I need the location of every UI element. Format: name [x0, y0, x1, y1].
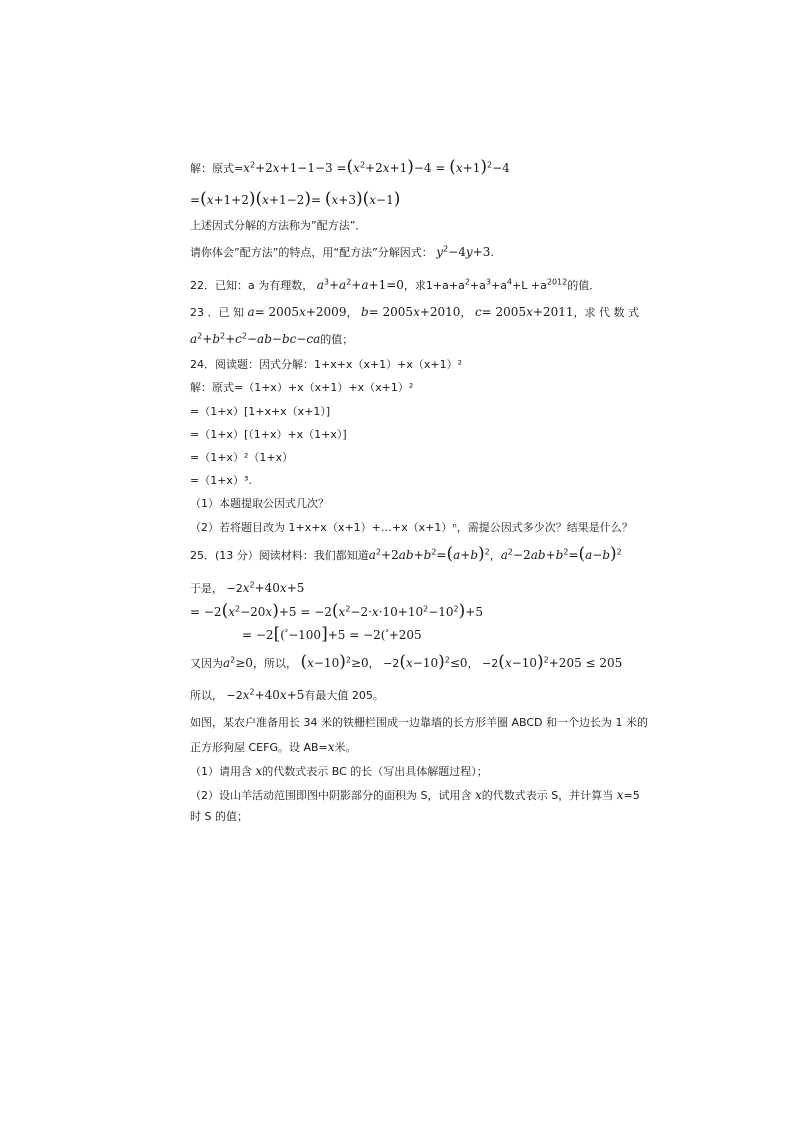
- exponent: ²: [385, 627, 389, 637]
- math: −1: [376, 193, 394, 207]
- text: ，所以，: [252, 657, 301, 670]
- text: 所以， −2: [190, 689, 243, 702]
- math-var: a: [368, 548, 376, 562]
- math-var: x: [265, 605, 273, 619]
- exponent: 2: [230, 655, 236, 665]
- paren: (: [221, 601, 229, 621]
- math: ≥0: [350, 656, 369, 670]
- text: ， −2: [467, 657, 499, 670]
- math-var: y: [465, 245, 473, 259]
- paren: ): [304, 189, 311, 209]
- problem-24-step-3: [190, 427, 347, 443]
- math-var: b: [470, 548, 479, 562]
- exponent: 2: [616, 547, 622, 557]
- text: +a: [490, 279, 507, 292]
- math: +2009: [305, 305, 347, 319]
- exponent: 2: [197, 331, 203, 341]
- math: −4 =: [413, 161, 450, 175]
- math: +1: [462, 161, 481, 175]
- math: = 2005: [254, 305, 300, 319]
- paren: ): [393, 189, 401, 209]
- math-var: x: [406, 656, 413, 670]
- math-var: x: [262, 193, 269, 207]
- text: 有最大值 205。: [304, 689, 384, 702]
- method-description: [190, 218, 366, 234]
- text: 正方形狗屋 CEFG。设 AB=: [190, 741, 328, 754]
- math-var: x: [382, 161, 390, 175]
- math: +40: [254, 581, 280, 595]
- paren: ): [610, 544, 617, 564]
- text: （2）若将题目改为 1+x+x（x+1）+…+x（x+1）ⁿ，需提公因式多少次？结果是什么？: [190, 521, 633, 534]
- problem-23-expression: [190, 331, 353, 348]
- math: +205: [388, 628, 422, 642]
- math: −20: [240, 605, 266, 619]
- text: ，: [346, 306, 361, 319]
- math-var: x: [413, 305, 420, 319]
- math-var: x: [279, 688, 287, 702]
- math-var: c: [474, 305, 482, 319]
- math-var: ab: [530, 548, 546, 562]
- text: 的代数式表示 S，并计算当: [481, 789, 617, 802]
- text: 又因为: [190, 657, 223, 670]
- paren: ): [407, 157, 414, 177]
- math-var: b: [602, 548, 611, 562]
- exponent: 2: [464, 277, 470, 287]
- solution-line-2: [190, 189, 401, 209]
- paren: (: [300, 652, 308, 672]
- text: ，求1+a+a: [403, 279, 465, 292]
- math: = 2005: [368, 305, 414, 319]
- exponent: 2: [234, 604, 241, 614]
- solution-line-1: [190, 157, 510, 177]
- math: +: [413, 548, 424, 562]
- math-var: x: [272, 161, 280, 175]
- problem-24-step-2: [190, 404, 330, 420]
- exponent: 2: [346, 277, 352, 287]
- math-var: x: [255, 764, 263, 778]
- math: +5: [465, 605, 483, 619]
- exponent: 2: [543, 655, 549, 665]
- text: +a: [469, 279, 486, 292]
- problem-24-step-5: [190, 473, 252, 489]
- math-var: x: [526, 305, 533, 319]
- exponent: 3: [485, 277, 491, 287]
- text: ，: [489, 549, 501, 562]
- math: −: [296, 332, 307, 346]
- math-var: ab: [257, 332, 272, 346]
- text: =（1+x）³.: [190, 474, 252, 487]
- paren: (: [362, 189, 370, 209]
- math-var: x: [331, 193, 339, 207]
- math: ≤0: [449, 656, 468, 670]
- math: +: [225, 332, 236, 346]
- math: +5 = −2: [278, 605, 332, 619]
- exponent: 2: [220, 331, 226, 341]
- paren: ): [272, 601, 279, 621]
- math: +5: [286, 688, 305, 702]
- math: +: [328, 278, 340, 292]
- math: −: [246, 332, 258, 346]
- math-var: c: [235, 332, 242, 346]
- text: 上述因式分解的方法称为”配方法”．: [190, 219, 367, 232]
- problem-25-scenario-1: [190, 715, 648, 731]
- math: +2011: [532, 305, 574, 319]
- exponent: 2: [563, 547, 569, 557]
- problem-25-intro: [190, 544, 622, 564]
- problem-23: [190, 304, 639, 321]
- problem-24-step-1: [190, 380, 413, 396]
- math-var: a: [223, 656, 231, 670]
- math: −2·: [350, 605, 372, 619]
- math: +: [460, 548, 471, 562]
- math-var: x: [338, 605, 346, 619]
- math: −10: [428, 605, 454, 619]
- math-var: b: [423, 548, 432, 562]
- math: −100: [288, 628, 322, 642]
- paren: ): [480, 157, 487, 177]
- math-var: x: [616, 788, 624, 802]
- math: = 2005: [481, 305, 527, 319]
- paren: (: [255, 189, 263, 209]
- math-var: a: [453, 548, 461, 562]
- problem-25-scenario-2: [190, 739, 357, 756]
- math-var: x: [327, 740, 335, 754]
- text: 25．(13 分）阅读材料：我们都知道: [190, 549, 369, 562]
- text: 请你体会”配方法”的特点，用“配方法”分解因式：: [190, 246, 437, 259]
- math-var: y: [436, 245, 444, 259]
- text: =（1+x）²（1+x）: [190, 451, 294, 464]
- math: −4: [448, 245, 466, 259]
- math: =: [568, 548, 579, 562]
- problem-24-step-4: [190, 450, 293, 466]
- exponent: 2: [359, 160, 366, 170]
- math-var: a: [247, 305, 255, 319]
- exponent: 3: [323, 277, 329, 287]
- math-var: bc: [281, 332, 297, 346]
- text: 时 S 的值；: [190, 810, 248, 823]
- math-var: x: [228, 605, 235, 619]
- math: +205 ≤ 205: [548, 656, 623, 670]
- math-var: x: [243, 161, 250, 175]
- paren: ): [355, 189, 363, 209]
- exponent: 2: [375, 547, 382, 557]
- math-var: a: [339, 278, 347, 292]
- paren: (: [578, 544, 586, 564]
- math-var: b: [212, 332, 220, 346]
- text: =（1+x）[（1+x）+x（1+x）]: [190, 428, 347, 441]
- bracket: [: [273, 624, 281, 644]
- math: =: [190, 193, 201, 207]
- math: +1=0: [368, 278, 404, 292]
- math: +: [351, 278, 362, 292]
- math: +40: [254, 688, 280, 702]
- text: ，: [460, 306, 475, 319]
- text: 解：原式=: [190, 162, 244, 175]
- problem-25-step-3: [242, 624, 422, 644]
- math: −4: [492, 161, 510, 175]
- math-var: x: [242, 688, 250, 702]
- exponent: 2012: [546, 277, 568, 287]
- math: +5 = −2(: [327, 628, 386, 642]
- exponent: 2: [241, 331, 247, 341]
- text: =5: [623, 789, 640, 802]
- problem-25-step-4: [190, 652, 623, 672]
- math: −10: [313, 656, 340, 670]
- math: −10: [511, 656, 538, 670]
- paren: (: [446, 544, 454, 564]
- math: = −2: [242, 628, 274, 642]
- exponent: 2: [249, 580, 255, 590]
- text: .: [490, 246, 494, 259]
- text: 于是， −2: [190, 582, 243, 595]
- math-var: x: [371, 605, 379, 619]
- text: 的代数式表示 BC 的长（写出具体解题过程）；: [262, 765, 488, 778]
- text: ，求 代 数 式: [573, 306, 639, 319]
- math: +2: [255, 161, 273, 175]
- text: 24．阅读题：因式分解：1+x+x（x+1）+x（x+1）²: [190, 358, 463, 371]
- math: +2010: [419, 305, 461, 319]
- problem-22: [190, 277, 600, 294]
- exponent: 2: [431, 547, 437, 557]
- paren: (: [399, 652, 406, 672]
- paren: (: [498, 652, 505, 672]
- math: −: [592, 548, 603, 562]
- problem-24-title: [190, 357, 462, 373]
- math: ·10+10: [378, 605, 424, 619]
- text: =（1+x）[1+x+x（x+1）]: [190, 405, 331, 418]
- math: = −2: [190, 605, 222, 619]
- problem-24-question-1: [190, 496, 329, 512]
- math: +: [202, 332, 213, 346]
- exponent: 2: [345, 604, 351, 614]
- exponent: 4: [506, 277, 513, 287]
- math-var: ab: [398, 548, 414, 562]
- math-var: x: [279, 581, 287, 595]
- exponent: 2: [444, 655, 450, 665]
- math: +5: [286, 581, 305, 595]
- text: 米。: [334, 741, 357, 754]
- math: −2: [513, 548, 531, 562]
- math: +1−2: [268, 193, 305, 207]
- problem-25-step-1: [190, 580, 304, 597]
- exponent: ²: [284, 627, 289, 637]
- paren: ): [248, 189, 256, 209]
- math-var: x: [353, 161, 360, 175]
- exercise-prompt: [190, 244, 494, 261]
- math: +2: [365, 161, 383, 175]
- math: +1−1−3 =: [279, 161, 347, 175]
- problem-24-question-2: [190, 520, 633, 536]
- paren: ): [438, 652, 445, 672]
- math-var: a: [190, 332, 198, 346]
- math: ≥0: [235, 656, 253, 670]
- paren: ): [478, 544, 485, 564]
- math: +3: [472, 245, 491, 259]
- exponent: 2: [484, 547, 490, 557]
- paren: (: [346, 157, 354, 177]
- math: +: [545, 548, 556, 562]
- text: 如图，某农户准备用长 34 米的铁栅栏围成一边靠墙的长方形羊圈 ABCD 和一个边长为 1 米的: [190, 716, 649, 729]
- exponent: 2: [453, 604, 459, 614]
- math: +1+2: [213, 193, 249, 207]
- math-var: b: [555, 548, 564, 562]
- exponent: 2: [507, 547, 514, 557]
- math: +1: [389, 161, 408, 175]
- paren: (: [200, 189, 207, 209]
- paren: (: [324, 189, 332, 209]
- math-var: x: [474, 788, 482, 802]
- exponent: 2: [250, 160, 256, 170]
- text: （1）本题提取公因式几次？: [190, 497, 329, 510]
- bracket: ]: [321, 624, 328, 644]
- problem-25-question-2: [190, 787, 640, 804]
- math-var: ca: [306, 332, 321, 346]
- text: +L +a: [512, 279, 547, 292]
- math-var: b: [360, 305, 369, 319]
- problem-25-question-2-cont: [190, 809, 248, 825]
- text: 23 ．已 知: [190, 306, 248, 319]
- math-var: x: [307, 656, 314, 670]
- text: 22．已知：a 为有理数，: [190, 279, 317, 292]
- math-var: a: [500, 548, 508, 562]
- paren: ): [537, 652, 544, 672]
- math: −10: [412, 656, 439, 670]
- paren: ): [458, 601, 466, 621]
- math-var: x: [242, 581, 250, 595]
- text: 的值．: [567, 279, 601, 292]
- math-var: a: [361, 278, 369, 292]
- paren: ): [339, 652, 346, 672]
- math: +3: [338, 193, 356, 207]
- paren: (: [449, 157, 456, 177]
- problem-25-conclusion: [190, 687, 384, 704]
- math-var: a: [585, 548, 593, 562]
- text: 解：原式=（1+x）+x（x+1）+x（x+1）²: [190, 381, 414, 394]
- exponent: 2: [487, 160, 493, 170]
- math-var: x: [299, 305, 306, 319]
- math-var: a: [316, 278, 324, 292]
- math-var: x: [504, 656, 512, 670]
- math: =: [436, 548, 447, 562]
- math: (: [280, 628, 285, 642]
- text: 的值；: [320, 333, 354, 346]
- math: +2: [381, 548, 399, 562]
- exponent: 2: [443, 244, 449, 254]
- exponent: 2: [249, 687, 255, 697]
- exponent: 2: [423, 604, 429, 614]
- math-var: x: [206, 193, 214, 207]
- exponent: 2: [345, 655, 351, 665]
- math: =: [310, 193, 325, 207]
- text: ， −2: [368, 657, 400, 670]
- text: （1）请用含: [190, 765, 256, 778]
- math-var: x: [369, 193, 377, 207]
- paren: (: [331, 601, 339, 621]
- problem-25-question-1: [190, 763, 488, 780]
- problem-25-step-2: [190, 601, 483, 621]
- math-var: x: [455, 161, 463, 175]
- math: −: [271, 332, 282, 346]
- text: （2）设山羊活动范围即图中阴影部分的面积为 S，试用含: [190, 789, 475, 802]
